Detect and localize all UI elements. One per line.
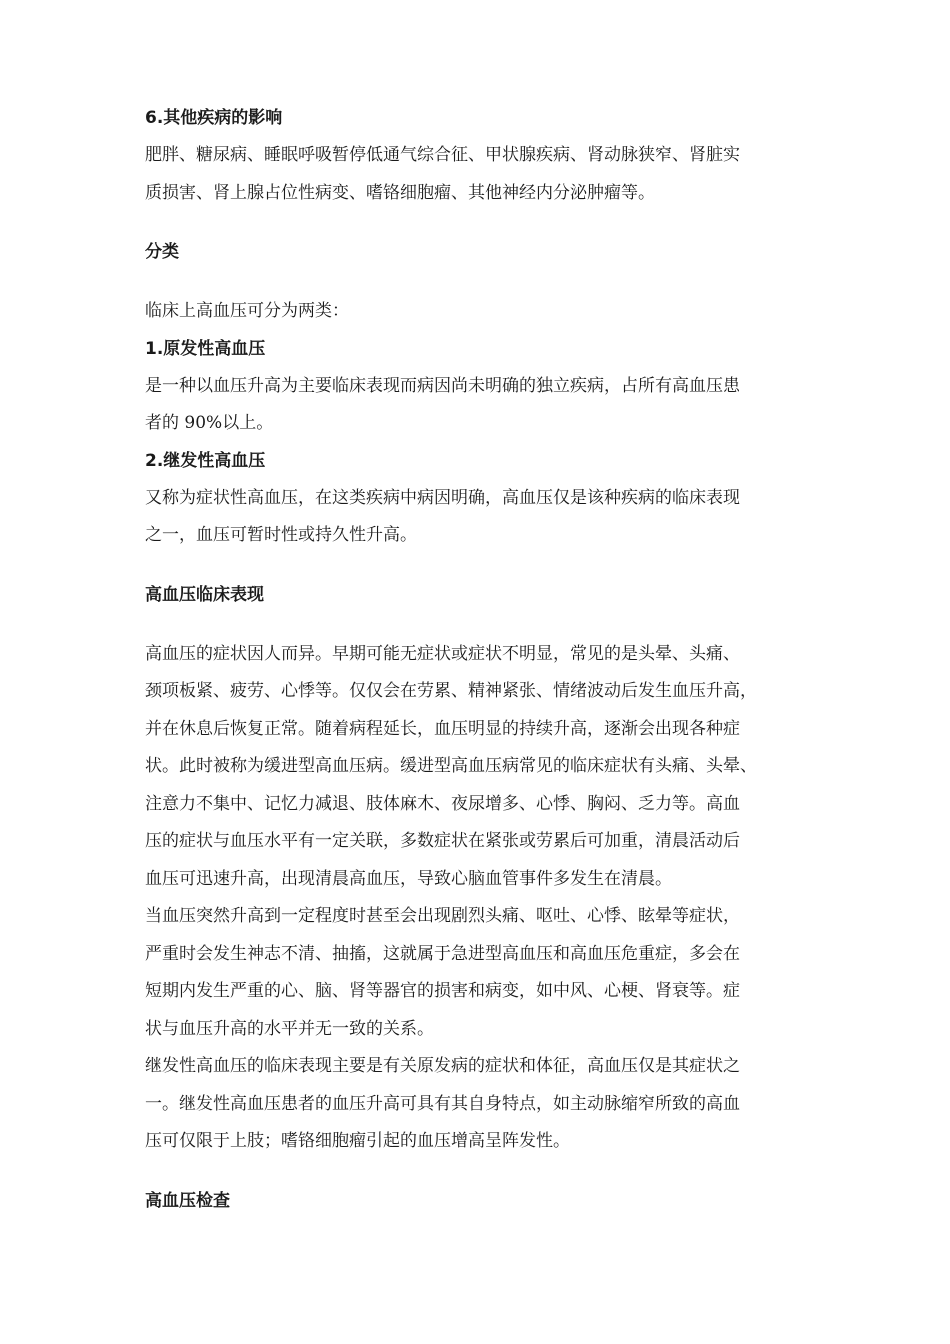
paragraph-line: 短期内发生严重的心、脑、肾等器官的损害和病变，如中风、心梗、肾衰等。症 xyxy=(145,981,740,1001)
paragraph-line: 质损害、肾上腺占位性病变、嗜铬细胞瘤、其他神经内分泌肿瘤等。 xyxy=(145,182,655,203)
paragraph-line: 之一，血压可暂时性或持久性升高。 xyxy=(145,525,417,545)
paragraph-line: 注意力不集中、记忆力减退、肢体麻木、夜尿增多、心悸、胸闷、乏力等。高血 xyxy=(145,793,740,814)
subsection-title-primary: 1.原发性高血压 xyxy=(145,338,266,359)
document-page xyxy=(145,100,817,1220)
paragraph-line: 一。继发性高血压患者的血压升高可具有其自身特点，如主动脉缩窄所致的高血 xyxy=(145,1093,740,1114)
paragraph-line: 严重时会发生神志不清、抽搐，这就属于急进型高血压和高血压危重症，多会在 xyxy=(145,943,740,964)
subsection-title-secondary: 2.继发性高血压 xyxy=(145,450,266,471)
paragraph-line: 状。此时被称为缓进型高血压病。缓进型高血压病常见的临床症状有头痛、头晕、 xyxy=(145,756,757,776)
paragraph-line: 状与血压升高的水平并无一致的关系。 xyxy=(145,1018,434,1039)
paragraph-line: 高血压的症状因人而异。早期可能无症状或症状不明显，常见的是头晕、头痛、 xyxy=(145,643,740,664)
paragraph-line: 并在休息后恢复正常。随着病程延长，血压明显的持续升高，逐渐会出现各种症 xyxy=(145,718,740,739)
paragraph-line: 当血压突然升高到一定程度时甚至会出现剧烈头痛、呕吐、心悸、眩晕等症状， xyxy=(145,906,740,926)
section-title-exam: 高血压检查 xyxy=(145,1190,230,1211)
paragraph-line: 颈项板紧、疲劳、心悸等。仅仅会在劳累、精神紧张、情绪波动后发生血压升高， xyxy=(145,681,757,701)
paragraph-line: 是一种以血压升高为主要临床表现而病因尚未明确的独立疾病，占所有高血压患 xyxy=(145,375,740,396)
section-title-clinical: 高血压临床表现 xyxy=(145,584,264,605)
paragraph-line: 压可仅限于上肢；嗜铬细胞瘤引起的血压增高呈阵发性。 xyxy=(145,1131,570,1151)
paragraph-line: 压的症状与血压水平有一定关联，多数症状在紧张或劳累后可加重，清晨活动后 xyxy=(145,831,740,851)
paragraph-line: 肥胖、糖尿病、睡眠呼吸暂停低通气综合征、甲状腺疾病、肾动脉狭窄、肾脏实 xyxy=(145,145,740,165)
classification-intro: 临床上高血压可分为两类： xyxy=(145,301,349,321)
paragraph-line: 继发性高血压的临床表现主要是有关原发病的症状和体征，高血压仅是其症状之 xyxy=(145,1056,740,1076)
paragraph-line: 血压可迅速升高，出现清晨高血压，导致心脑血管事件多发生在清晨。 xyxy=(145,868,672,889)
section-title-classification: 分类 xyxy=(145,242,179,262)
paragraph-line: 又称为症状性高血压，在这类疾病中病因明确，高血压仅是该种疾病的临床表现 xyxy=(145,487,740,508)
section-title-other-diseases: 6.其他疾病的影响 xyxy=(145,108,283,128)
paragraph-line: 者的 90%以上。 xyxy=(145,413,274,433)
